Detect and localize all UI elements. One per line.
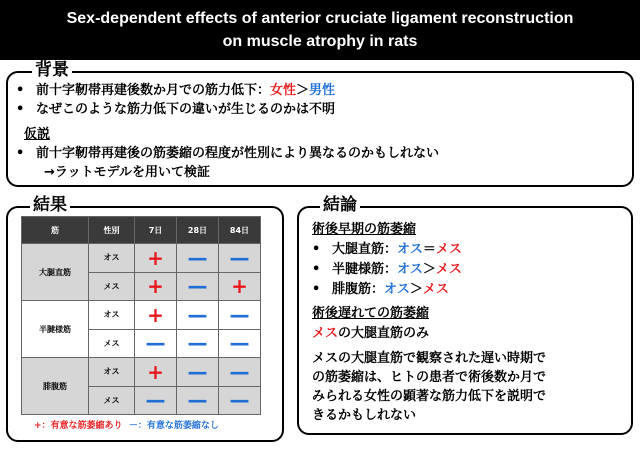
female-text: 女性	[270, 83, 297, 98]
mark-cell	[219, 329, 261, 358]
muscle-rectus-femoris: 大腿直筋	[22, 244, 89, 301]
mark-cell	[177, 272, 219, 301]
mark-cell	[219, 358, 261, 387]
bullet-dot: •	[16, 102, 25, 117]
result-mark: —	[145, 331, 166, 356]
bullet-dot: •	[312, 242, 321, 257]
summary-line-3: みられる女性の顕著な筋力低下を説明で	[312, 389, 547, 404]
header-day28: 28日	[177, 217, 219, 244]
legend-minus: －：有意な筋萎縮なし	[128, 421, 219, 431]
early-atrophy-label: 術後早期の筋萎縮	[312, 222, 417, 237]
result-mark: +	[147, 245, 164, 270]
header-sex: 性別	[89, 217, 135, 244]
table-header-row	[22, 217, 261, 244]
results-legend	[34, 418, 219, 431]
table-row	[22, 244, 261, 273]
result-mark: —	[187, 388, 208, 413]
sex-cell: メス	[89, 329, 135, 358]
hypothesis-label: 仮説	[24, 127, 51, 142]
sex-cell: メス	[89, 386, 135, 415]
mark-cell	[219, 244, 261, 273]
result-mark: —	[229, 388, 250, 413]
hypothesis-bullet-1: • 前十字靭帯再建後の筋萎縮の程度が性別により異なるのかもしれない	[16, 146, 440, 161]
result-mark: —	[187, 302, 208, 327]
result-mark: —	[229, 359, 250, 384]
mark-cell	[177, 358, 219, 387]
result-mark: +	[231, 274, 248, 299]
mark-cell	[135, 301, 177, 330]
mark-cell	[219, 386, 261, 415]
bullet-dot: •	[16, 146, 25, 161]
summary-line-4: きるかもしれない	[312, 408, 417, 423]
summary-line-2: の筋萎縮は、ヒトの患者で術後数か月で	[312, 370, 547, 385]
sex-cell: オス	[89, 244, 135, 273]
results-label: 結果	[30, 195, 70, 215]
mark-cell	[219, 301, 261, 330]
results-table	[21, 216, 261, 415]
muscle-gastrocnemius: 腓腹筋	[22, 358, 89, 415]
table-row	[22, 301, 261, 330]
mark-cell	[135, 386, 177, 415]
conclusion-item-2: • 半腱様筋：オス＞メス	[312, 262, 462, 277]
sex-cell: オス	[89, 358, 135, 387]
legend-plus: +：有意な筋萎縮あり	[34, 421, 123, 431]
background-label: 背景	[32, 60, 72, 80]
result-mark: —	[187, 331, 208, 356]
result-mark: —	[145, 388, 166, 413]
result-mark: —	[229, 245, 250, 270]
mark-cell	[135, 244, 177, 273]
mark-cell	[177, 329, 219, 358]
result-mark: +	[147, 302, 164, 327]
bullet-dot: •	[312, 282, 321, 297]
header-day7: 7日	[135, 217, 177, 244]
title-line-1: Sex-dependent effects of anterior cruciate ligament reconstruction	[66, 10, 574, 27]
conclusion-item-3: • 腓腹筋：オス＞メス	[312, 282, 449, 297]
background-bullet-2: • なぜこのような筋力低下の違いが生じるのかは不明	[16, 102, 336, 117]
table-row	[22, 358, 261, 387]
title-bar	[0, 0, 640, 60]
sex-cell: オス	[89, 301, 135, 330]
late-atrophy-result: メスの大腿直筋のみ	[312, 326, 430, 341]
mark-cell	[177, 386, 219, 415]
result-mark: —	[187, 245, 208, 270]
conclusion-label: 結論	[320, 195, 360, 215]
conclusion-item-1: • 大腿直筋：オス＝メス	[312, 242, 462, 257]
mark-cell	[135, 329, 177, 358]
mark-cell	[177, 244, 219, 273]
result-mark: +	[147, 359, 164, 384]
background-bullet-1: • 前十字靭帯再建後数か月での筋力低下：女性＞男性	[16, 83, 336, 98]
result-mark: —	[187, 359, 208, 384]
muscle-semitendinosus: 半腱様筋	[22, 301, 89, 358]
mark-cell	[177, 301, 219, 330]
bullet-dot: •	[16, 83, 25, 98]
result-mark: +	[147, 274, 164, 299]
mark-cell	[135, 358, 177, 387]
sex-cell: メス	[89, 272, 135, 301]
header-day84: 84日	[219, 217, 261, 244]
summary-line-1: メスの大腿直筋で観察された遅い時期で	[312, 351, 547, 366]
hypothesis-line-2: →ラットモデルを用いて検証	[44, 165, 210, 180]
male-text: 男性	[309, 83, 336, 98]
header-muscle: 筋	[22, 217, 89, 244]
mark-cell	[219, 272, 261, 301]
title-line-2: on muscle atrophy in rats	[222, 33, 418, 50]
result-mark: —	[229, 302, 250, 327]
result-mark: —	[187, 274, 208, 299]
mark-cell	[135, 272, 177, 301]
bullet-dot: •	[312, 262, 321, 277]
late-atrophy-label: 術後遅れての筋萎縮	[312, 306, 430, 321]
result-mark: —	[229, 331, 250, 356]
